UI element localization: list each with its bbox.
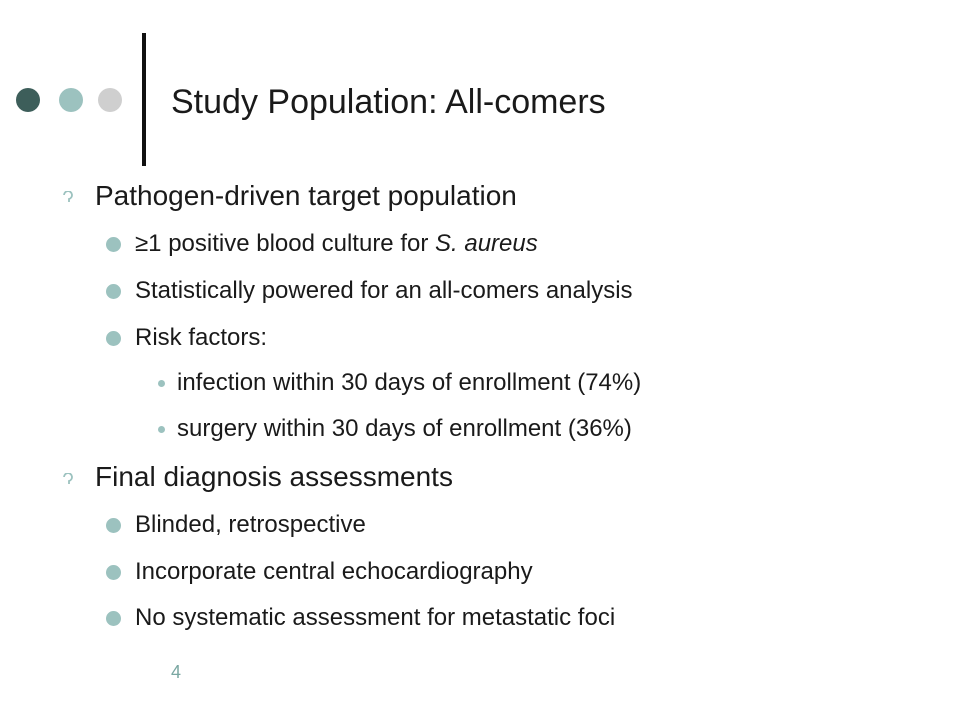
section-heading-pathogen: Pathogen-driven target population (95, 180, 517, 211)
bullet-risk-factors: Risk factors: (135, 324, 268, 351)
bullet-positive-blood-culture (135, 229, 538, 259)
title-accent-line (142, 33, 146, 166)
hook-bullet-icon (62, 473, 74, 485)
bullet-blinded: Blinded, retrospective (135, 511, 366, 538)
slide-title: Study Population: All-comers (171, 83, 606, 121)
sub-bullet-dot-icon (158, 380, 165, 387)
decorative-dot-light (98, 88, 122, 112)
decorative-dot-mid (59, 88, 83, 112)
section-heading-final-diagnosis: Final diagnosis assessments (95, 461, 453, 492)
bullet-dot-icon (106, 565, 121, 580)
decorative-dot-dark (16, 88, 40, 112)
bullet-dot-icon (106, 284, 121, 299)
bullet-dot-icon (106, 331, 121, 346)
bullet-text: ≥1 positive blood culture for (135, 230, 435, 257)
bullet-metastatic-foci: No systematic assessment for metastatic foci (135, 604, 616, 631)
bullet-dot-icon (106, 237, 121, 252)
hook-bullet-icon (62, 191, 74, 203)
sub-bullet-dot-icon (158, 426, 165, 433)
page-number: 4 (171, 662, 182, 682)
bullet-dot-icon (106, 518, 121, 533)
bullet-statistically-powered: Statistically powered for an all-comers analysis (135, 277, 633, 304)
bullet-dot-icon (106, 611, 121, 626)
sub-bullet-surgery: surgery within 30 days of enrollment (36%) (177, 415, 632, 442)
organism-name: S. aureus (435, 230, 538, 257)
bullet-echocardiography: Incorporate central echocardiography (135, 558, 533, 585)
sub-bullet-infection: infection within 30 days of enrollment (74%) (177, 369, 642, 396)
